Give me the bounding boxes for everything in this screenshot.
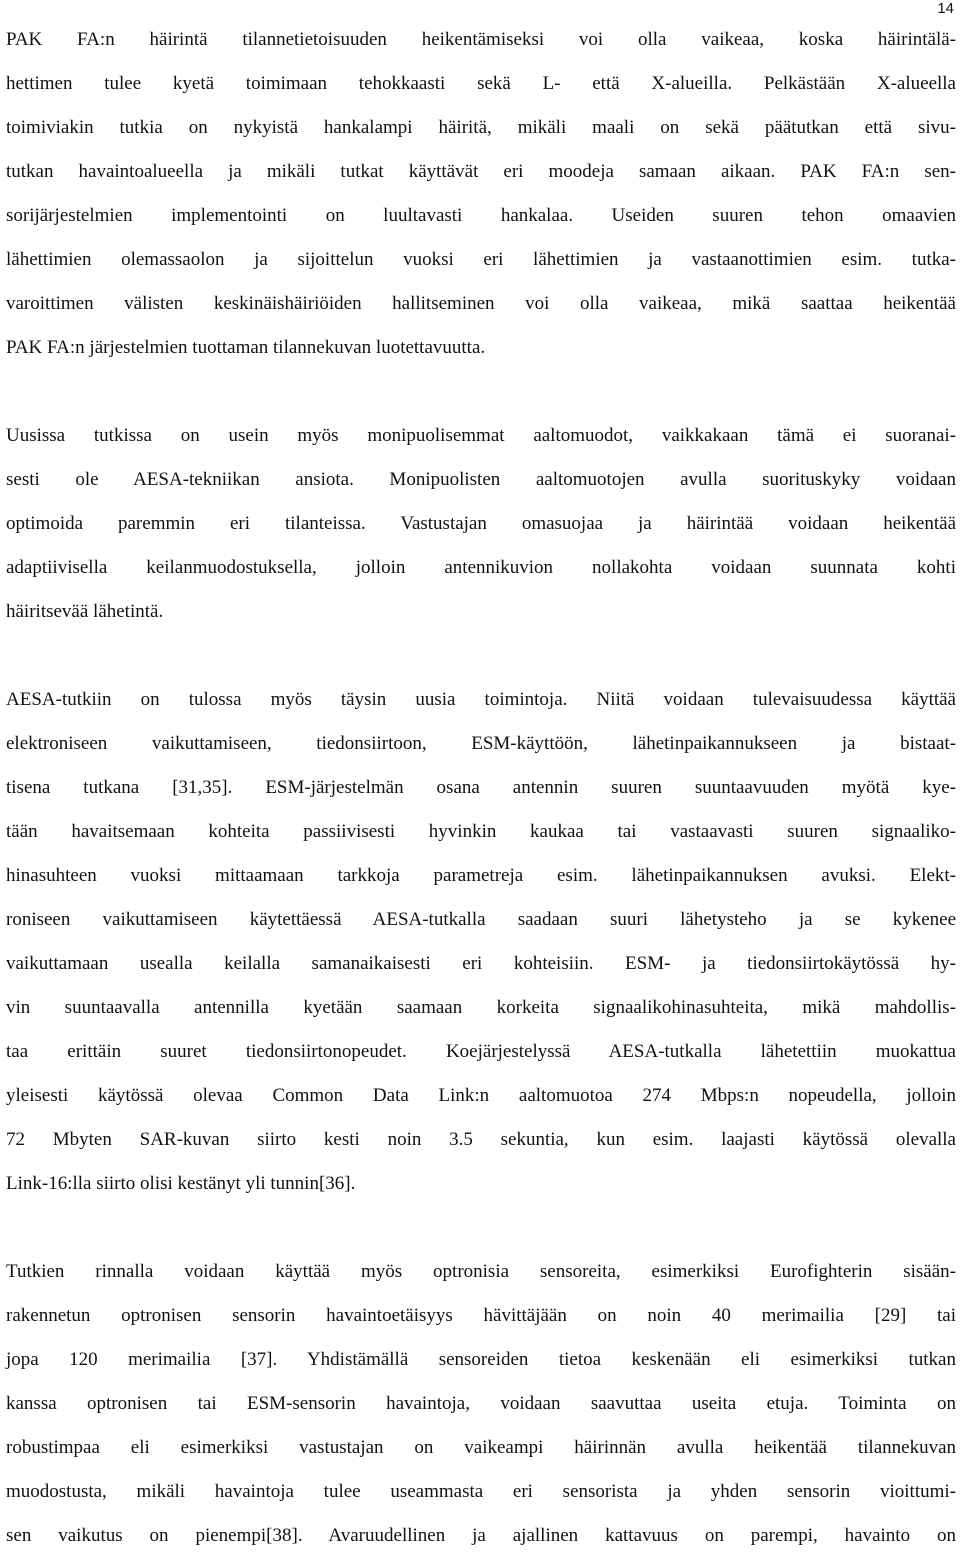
page-number: 14 [937, 0, 954, 17]
text-line: Uusissa tutkissa on usein myös monipuolisemmat aaltomuodot, vaikkakaan tämä ei suoranai- [6, 425, 956, 446]
text-line: PAK FA:n häirintä tilannetietoisuuden heikentämiseksi voi olla vaikeaa, koska häirintälä- [6, 29, 956, 50]
text-line: 72 Mbyten SAR-kuvan siirto kesti noin 3.5 sekuntia, kun esim. laajasti käytössä olevalla [6, 1129, 956, 1150]
document-body [6, 18, 956, 1558]
text-line: elektroniseen vaikuttamiseen, tiedonsiirtoon, ESM-käyttöön, lähetinpaikannukseen ja bistaat- [6, 733, 956, 754]
text-line: tutkan havaintoalueella ja mikäli tutkat käyttävät eri moodeja samaan aikaan. PAK FA:n sen- [6, 161, 956, 182]
text-line: Link-16:lla siirto olisi kestänyt yli tunnin[36]. [6, 1173, 356, 1194]
text-line: toimiviakin tutkia on nykyistä hankalampi häiritä, mikäli maali on sekä päätutkan että sivu- [6, 117, 956, 138]
text-line: taa erittäin suuret tiedonsiirtonopeudet. Koejärjestelyssä AESA-tutkalla lähetettiin muokattua [6, 1041, 956, 1062]
text-line: robustimpaa eli esimerkiksi vastustajan on vaikeampi häirinnän avulla heikentää tilannekuvan [6, 1437, 956, 1458]
text-line: PAK FA:n järjestelmien tuottaman tilannekuvan luotettavuutta. [6, 337, 486, 358]
text-line: tisena tutkana [31,35]. ESM-järjestelmän osana antennin suuren suuntaavuuden myötä kye- [6, 777, 956, 798]
text-line: hinasuhteen vuoksi mittaamaan tarkkoja parametreja esim. lähetinpaikannuksen avuksi. Elekt- [6, 865, 956, 886]
text-line: optimoida paremmin eri tilanteissa. Vastustajan omasuojaa ja häirintää voidaan heikentää [6, 513, 956, 534]
text-line: sorijärjestelmien implementointi on luultavasti hankalaa. Useiden suuren tehon omaavien [6, 205, 956, 226]
text-line: tään havaitsemaan kohteita passiivisesti hyvinkin kaukaa tai vastaavasti suuren signaaliko- [6, 821, 956, 842]
text-line: sen vaikutus on pienempi[38]. Avaruudellinen ja ajallinen kattavuus on parempi, havainto on [6, 1525, 956, 1546]
text-line: häiritsevää lähetintä. [6, 601, 164, 622]
text-line: sesti ole AESA-tekniikan ansiota. Monipuolisten aaltomuotojen avulla suorituskyky voidaan [6, 469, 956, 490]
text-line: vin suuntaavalla antennilla kyetään saamaan korkeita signaalikohinasuhteita, mikä mahdollis- [6, 997, 956, 1018]
text-line: roniseen vaikuttamiseen käytettäessä AESA-tutkalla saadaan suuri lähetysteho ja se kykenee [6, 909, 956, 930]
text-line: jopa 120 merimailia [37]. Yhdistämällä sensoreiden tietoa keskenään eli esimerkiksi tutkan [6, 1349, 956, 1370]
text-line: AESA-tutkiin on tulossa myös täysin uusia toimintoja. Niitä voidaan tulevaisuudessa käyttää [6, 689, 956, 710]
paragraph-optronic-sensors [6, 1250, 956, 1558]
text-line: adaptiivisella keilanmuodostuksella, jolloin antennikuvion nollakohta voidaan suunnata kohti [6, 557, 956, 578]
text-line: varoittimen välisten keskinäishäiriöiden hallitseminen voi olla vaikeaa, mikä saattaa heikentää [6, 293, 956, 314]
text-line: muodostusta, mikäli havaintoja tulee useammasta eri sensorista ja yhden sensorin vioittumi- [6, 1481, 956, 1502]
text-line: Tutkien rinnalla voidaan käyttää myös optronisia sensoreita, esimerkiksi Eurofighterin sisään- [6, 1261, 956, 1282]
paragraph-aesa-functions [6, 678, 956, 1206]
paragraph-pak-fa-jamming [6, 18, 956, 370]
text-line: hettimen tulee kyetä toimimaan tehokkaasti sekä L- että X-alueilla. Pelkästään X-alueella [6, 73, 956, 94]
text-line: kanssa optronisen tai ESM-sensorin havaintoja, voidaan saavuttaa useita etuja. Toiminta on [6, 1393, 956, 1414]
text-line: lähettimien olemassaolon ja sijoittelun vuoksi eri lähettimien ja vastaanottimien esim. tutka- [6, 249, 956, 270]
paragraph-waveforms [6, 414, 956, 634]
text-line: yleisesti käytössä olevaa Common Data Link:n aaltomuotoa 274 Mbps:n nopeudella, jolloin [6, 1085, 956, 1106]
text-line: vaikuttamaan usealla keilalla samanaikaisesti eri kohteisiin. ESM- ja tiedonsiirtokäytössä hy- [6, 953, 956, 974]
text-line: rakennetun optronisen sensorin havaintoetäisyys hävittäjään on noin 40 merimailia [29] tai [6, 1305, 956, 1326]
